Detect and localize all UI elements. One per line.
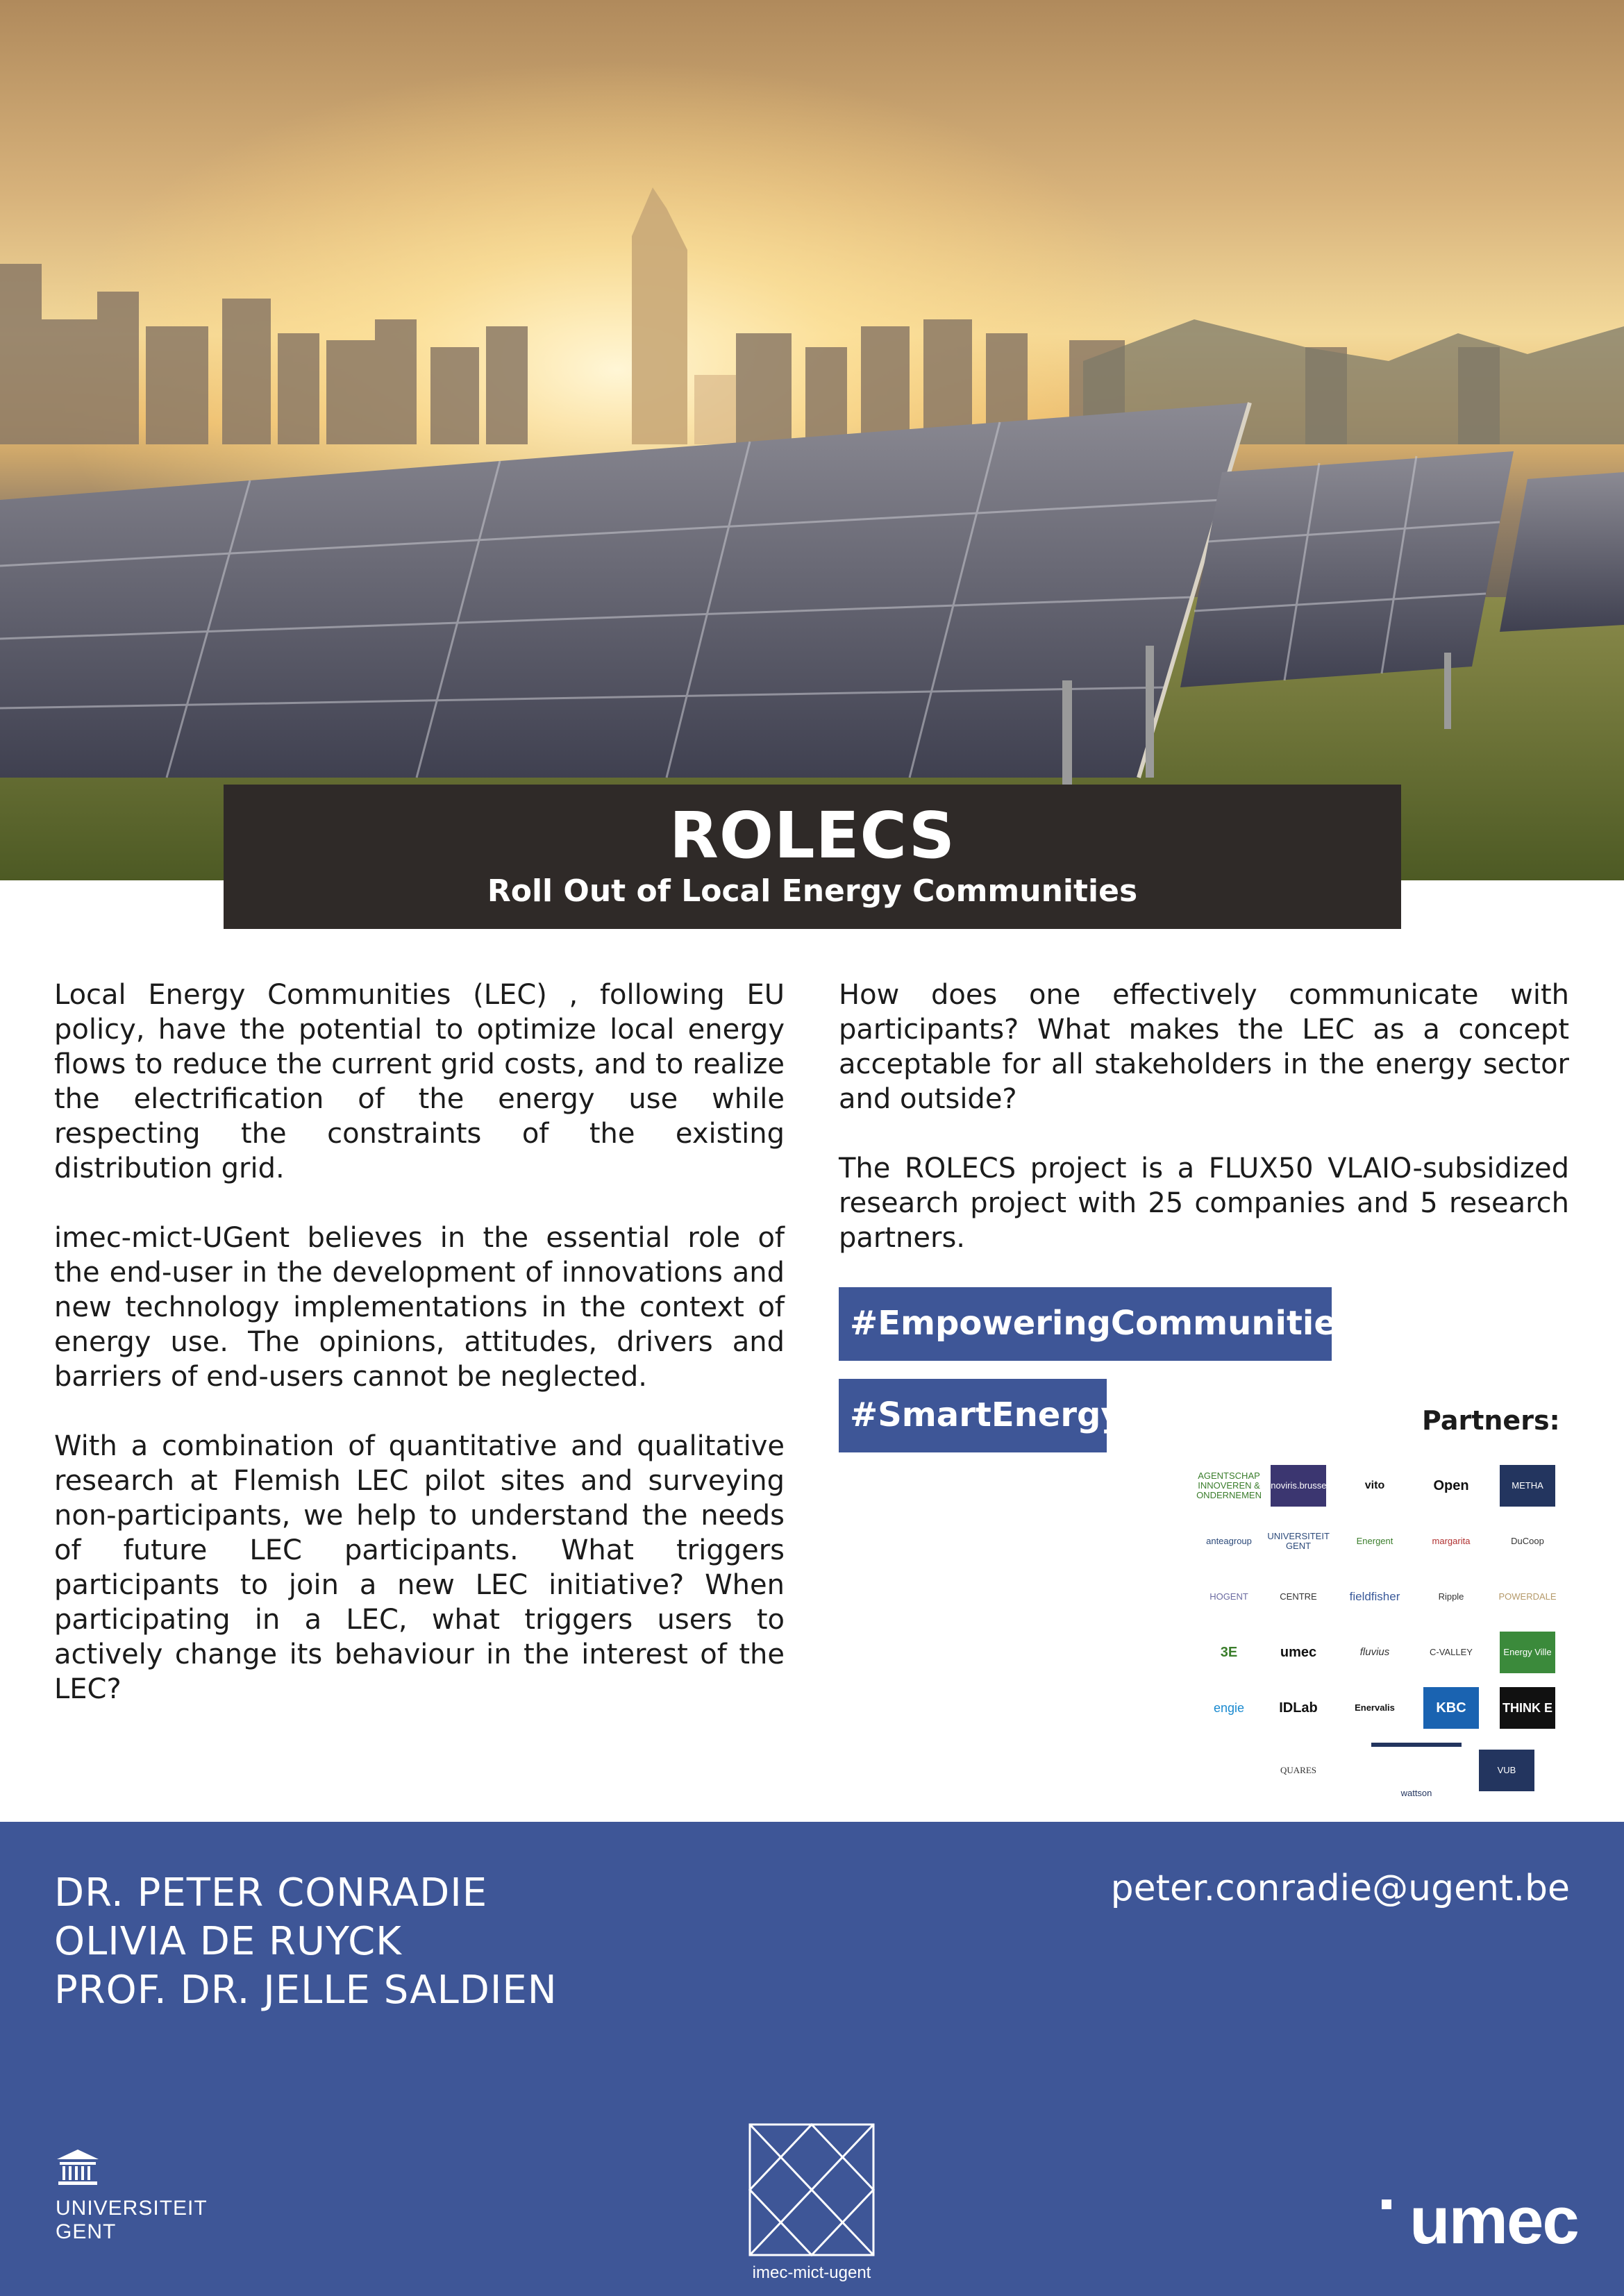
imec-partner-logo: umec: [1280, 1645, 1317, 1660]
idlab-logo: IDLab: [1279, 1700, 1318, 1716]
ugent-line2: GENT: [56, 2220, 117, 2243]
partner-logos: [1196, 1465, 1569, 1812]
ducoop-logo: DuCoop: [1511, 1536, 1544, 1546]
paragraph: How does one effectively communicate with participants? What makes the LEC as a concept acceptable for all stakeholders in the energy sector and outside?: [839, 979, 1569, 1115]
imec-wordmark: umec: [1409, 2184, 1578, 2258]
mict-cross-icon: [739, 2120, 885, 2259]
energy-ville-logo: Energy Ville: [1500, 1632, 1555, 1673]
university-building-icon: [56, 2148, 100, 2187]
mict-label: imec-mict-ugent: [752, 2263, 871, 2282]
c-valley-logo: C-VALLEY: [1430, 1647, 1473, 1657]
hashtag-smart-energy: #SmartEnergy: [839, 1379, 1107, 1452]
antea-logo: anteagroup: [1206, 1536, 1252, 1546]
paragraph: The ROLECS project is a FLUX50 VLAIO-subsidized research project with 25 companies and 5 research partners.: [839, 1153, 1569, 1254]
footer: [0, 1822, 1624, 2296]
enervalis-logo: Enervalis: [1355, 1702, 1395, 1713]
universiteit-gent-logo: UNIVERSITEIT GENT: [1267, 1531, 1330, 1551]
powerdale-logo: POWERDALE: [1498, 1591, 1557, 1602]
author-name: DR. PETER CONRADIE: [54, 1870, 488, 1916]
metha-logo: METHA: [1500, 1465, 1555, 1507]
title-banner: [224, 785, 1401, 929]
open-logo: Open: [1433, 1478, 1469, 1493]
right-column: [839, 978, 1569, 1290]
solar-panels-illustration: [0, 0, 1624, 880]
ugent-line1: UNIVERSITEIT: [56, 2197, 208, 2220]
think-e-logo: THINK E: [1500, 1687, 1555, 1729]
paragraph: With a combination of quantitative and qualitative research at Flemish LEC pilot sites and surveying non-participants, we help to understand the needs of future LEC participants. What triggers participants to join a new LEC initiative? When participating in a LEC, what triggers users to actively change its behaviour in the interest of the LEC?: [54, 1430, 785, 1705]
centre-logo: CENTRE: [1280, 1591, 1317, 1602]
poster-title: ROLECS: [669, 798, 955, 873]
agentschap-logo: AGENTSCHAP INNOVEREN & ONDERNEMEN: [1196, 1470, 1262, 1500]
ripple-logo: Ripple: [1438, 1591, 1464, 1602]
hashtag-empowering-communities: #EmpoweringCommunities: [839, 1287, 1332, 1361]
engie-logo: engie: [1213, 1701, 1245, 1715]
imec-mict-ugent-logo: [739, 2120, 885, 2294]
margarita-logo: margarita: [1432, 1536, 1471, 1546]
author-name: OLIVIA DE RUYCK: [54, 1919, 402, 1964]
hogent-logo: HOGENT: [1209, 1591, 1248, 1602]
vito-logo: vito: [1364, 1480, 1385, 1491]
universiteit-gent-logo: [56, 2148, 208, 2259]
energent-logo: Energent: [1356, 1536, 1393, 1546]
kbc-logo: KBC: [1423, 1687, 1479, 1729]
imec-dot: [1382, 2199, 1391, 2209]
fieldfisher-logo: fieldfisher: [1349, 1590, 1400, 1603]
paragraph: imec-mict-UGent believes in the essential role of the end-user in the development of innovations and new technology implementations in the context of energy use. The opinions, attitudes, drivers and barriers of end-users cannot be neglected.: [54, 1222, 785, 1393]
quares-logo: QUARES: [1280, 1765, 1316, 1775]
left-column: [54, 978, 785, 1741]
wattson-logo: wattson: [1371, 1743, 1462, 1798]
innoviris-logo: innoviris.brussels: [1271, 1465, 1326, 1507]
hero-photo: [0, 0, 1624, 880]
3e-logo: 3E: [1220, 1645, 1238, 1660]
contact-email[interactable]: peter.conradie@ugent.be: [1110, 1868, 1570, 1909]
vub-logo: VUB: [1479, 1750, 1534, 1791]
author-name: PROF. DR. JELLE SALDIEN: [54, 1968, 558, 2013]
paragraph: Local Energy Communities (LEC) , following EU policy, have the potential to optimize local energy flows to reduce the current grid costs, and to realize the electrification of the energy use while respecting the constraints of the existing distribution grid.: [54, 979, 785, 1184]
imec-logo: [1375, 2183, 1583, 2258]
partners-label: Partners:: [1422, 1405, 1560, 1436]
poster-subtitle: Roll Out of Local Energy Communities: [487, 873, 1138, 909]
fluvius-logo: fluvius: [1359, 1646, 1390, 1658]
